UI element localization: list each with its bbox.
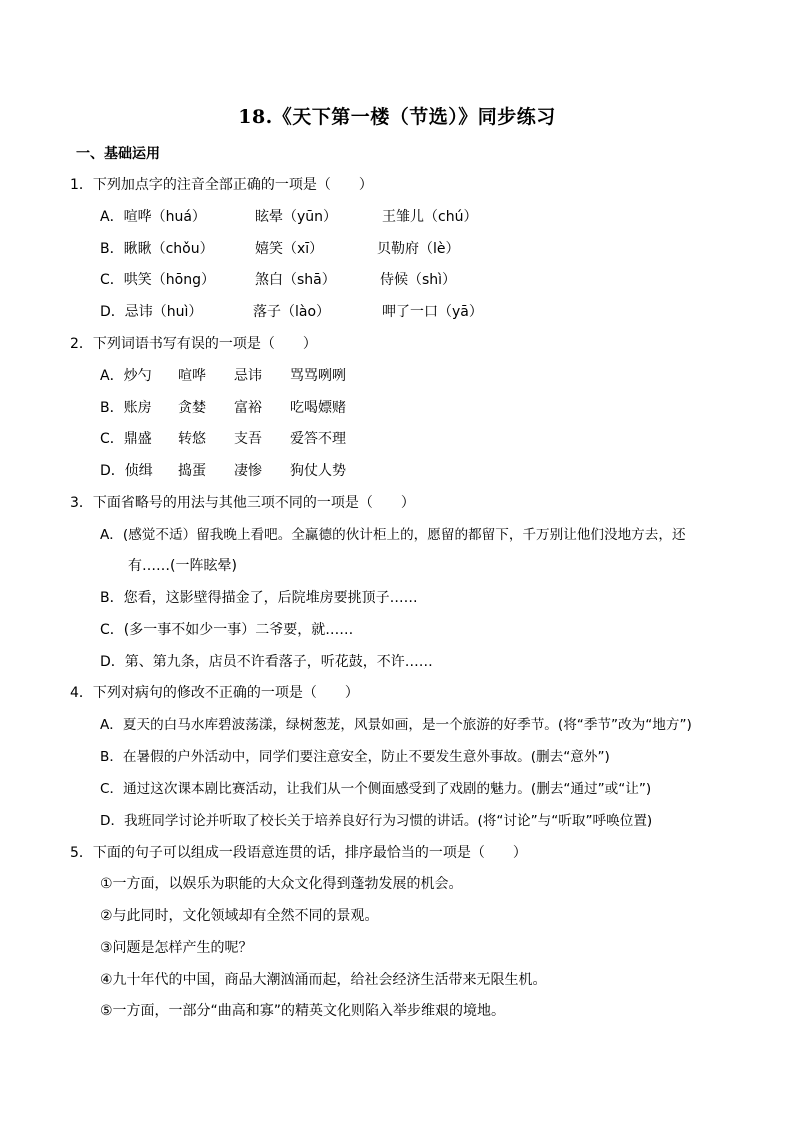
q1-option-a-item-3: 王雏儿（chú） — [382, 209, 478, 225]
q5-sentence-3: ③问题是怎样产生的呢？ — [100, 940, 253, 956]
q4-option-c: C．通过这次课本剧比赛活动，让我们从一个侧面感受到了戏剧的魅力。(删去“通过”或“让”) — [100, 781, 652, 797]
q4-option-a: A．夏天的白马水库碧波荡漾，绿树葱茏，风景如画，是一个旅游的好季节。(将“季节”改为“地方”) — [100, 717, 692, 733]
q1-option-c-item-3: 侍候（shì） — [380, 272, 457, 288]
q1-option-d-item-3: 呷了一口（yā） — [382, 304, 483, 320]
q2-option-d-item-2: 捣蛋 — [178, 463, 206, 479]
section-heading: 一、基础运用 — [76, 146, 160, 162]
q3-option-d: D．第、第九条，店员不许看落子，听花鼓，不许…… — [100, 654, 433, 670]
page-title: 18.《天下第一楼（节选）》同步练习 — [238, 106, 556, 128]
q2-option-a-item-1: A．炒勺 — [100, 368, 152, 384]
q1-option-a-item-2: 眩晕（yūn） — [255, 209, 338, 225]
q1-option-d-item-1: D．忌讳（huì） — [100, 304, 203, 320]
q1-option-b-item-1: B．瞅瞅（chǒu） — [100, 241, 214, 257]
q3-option-c: C．(多一事不如少一事）二爷要，就…… — [100, 622, 354, 638]
q4-option-d: D．我班同学讨论并听取了校长关于培养良好行为习惯的讲话。(将“讨论”与“听取”呼唤位置) — [100, 813, 653, 829]
question-4-stem: 4．下列对病句的修改不正确的一项是（ ） — [70, 685, 359, 701]
q3-option-a-line-1: A．(感觉不适）留我晚上看吧。全赢德的伙计柜上的，愿留的都留下，千万别让他们没地方去，还 — [100, 527, 686, 543]
q2-option-a-item-2: 喧哗 — [178, 368, 206, 384]
q5-sentence-2: ②与此同时，文化领域却有全然不同的景观。 — [100, 908, 379, 924]
q2-option-b-item-1: B．账房 — [100, 400, 152, 416]
question-2-stem: 2．下列词语书写有误的一项是（ ） — [70, 336, 317, 352]
q5-sentence-5: ⑤一方面，一部分“曲高和寡”的精英文化则陷入举步维艰的境地。 — [100, 1003, 506, 1019]
q2-option-a-item-3: 忌讳 — [234, 368, 262, 384]
q2-option-b-item-3: 富裕 — [234, 400, 262, 416]
q2-option-d-item-1: D．侦缉 — [100, 463, 153, 479]
q3-option-a-line-2: 有……(一阵眩晕) — [128, 558, 237, 574]
q1-option-c-item-1: C．哄笑（hōng） — [100, 272, 215, 288]
question-3-stem: 3．下面省略号的用法与其他三项不同的一项是（ ） — [70, 495, 415, 511]
q1-option-c-item-2: 煞白（shā） — [255, 272, 336, 288]
q2-option-d-item-4: 狗仗人势 — [290, 463, 346, 479]
q5-sentence-4: ④九十年代的中国，商品大潮汹涌而起，给社会经济生活带来无限生机。 — [100, 972, 547, 988]
q2-option-c-item-1: C．鼎盛 — [100, 431, 152, 447]
question-5-stem: 5．下面的句子可以组成一段语意连贯的话，排序最恰当的一项是（ ） — [70, 845, 527, 861]
q1-option-b-item-2: 嬉笑（xī） — [255, 241, 324, 257]
q3-option-b: B．您看，这影壁得描金了，后院堆房要挑顶子…… — [100, 590, 418, 606]
q2-option-b-item-2: 贪婪 — [178, 400, 206, 416]
q2-option-a-item-4: 骂骂咧咧 — [290, 368, 346, 384]
q2-option-b-item-4: 吃喝嫖赌 — [290, 400, 346, 416]
q1-option-d-item-2: 落子（lào） — [253, 304, 331, 320]
q2-option-c-item-4: 爱答不理 — [290, 431, 346, 447]
q4-option-b: B．在暑假的户外活动中，同学们要注意安全，防止不要发生意外事故。(删去“意外”) — [100, 749, 610, 765]
q2-option-c-item-2: 转悠 — [178, 431, 206, 447]
q2-option-d-item-3: 凄惨 — [234, 463, 262, 479]
q1-option-b-item-3: 贝勒府（lè） — [377, 241, 460, 257]
q2-option-c-item-3: 支吾 — [234, 431, 262, 447]
question-1-stem: 1．下列加点字的注音全部正确的一项是（ ） — [70, 177, 373, 193]
q5-sentence-1: ①一方面，以娱乐为职能的大众文化得到蓬勃发展的机会。 — [100, 876, 463, 892]
q1-option-a-item-1: A．喧哗（huá） — [100, 209, 206, 225]
